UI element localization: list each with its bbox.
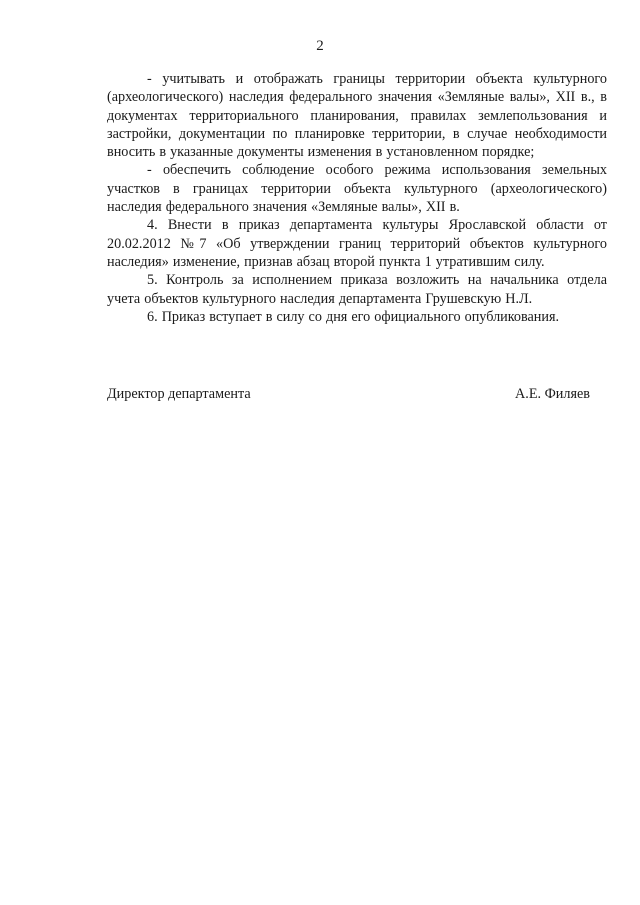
signature-block — [107, 385, 590, 403]
signatory-position: Директор департамента — [107, 386, 251, 402]
paragraph-item-5: 5. Контроль за исполнением приказа возложить на начальника отдела учета объектов культурного наследия департамента Грушевскую Н.Л. — [107, 272, 607, 307]
document-body — [107, 70, 607, 326]
paragraph-item-6: 6. Приказ вступает в силу со дня его официального опубликования. — [147, 308, 560, 325]
paragraph-display-boundaries: - учитывать и отображать границы территории объекта культурного (археологического) наследия федерального значения «Земляные валы», XII в., в документах территориального планирования, правилах землепользования и застройки, документации по планировке территории, в случае необходимости вносить в указанные документы изменения в установленном порядке; — [107, 71, 607, 161]
paragraph-item-4: 4. Внести в приказ департамента культуры Ярославской области от 20.02.2012 №7 «Об утверждении границ территорий объектов культурного наследия» изменение, признав абзац второй пункта 1 утратившим силу. — [107, 217, 607, 270]
signatory-name: А.Е. Филяев — [515, 386, 590, 402]
paragraph-special-regime: - обеспечить соблюдение особого режима использования земельных участков в границах территории объекта культурного (археологического) наследия федерального значения «Земляные валы», XII в. — [107, 162, 607, 216]
page-number: 2 — [316, 38, 324, 54]
